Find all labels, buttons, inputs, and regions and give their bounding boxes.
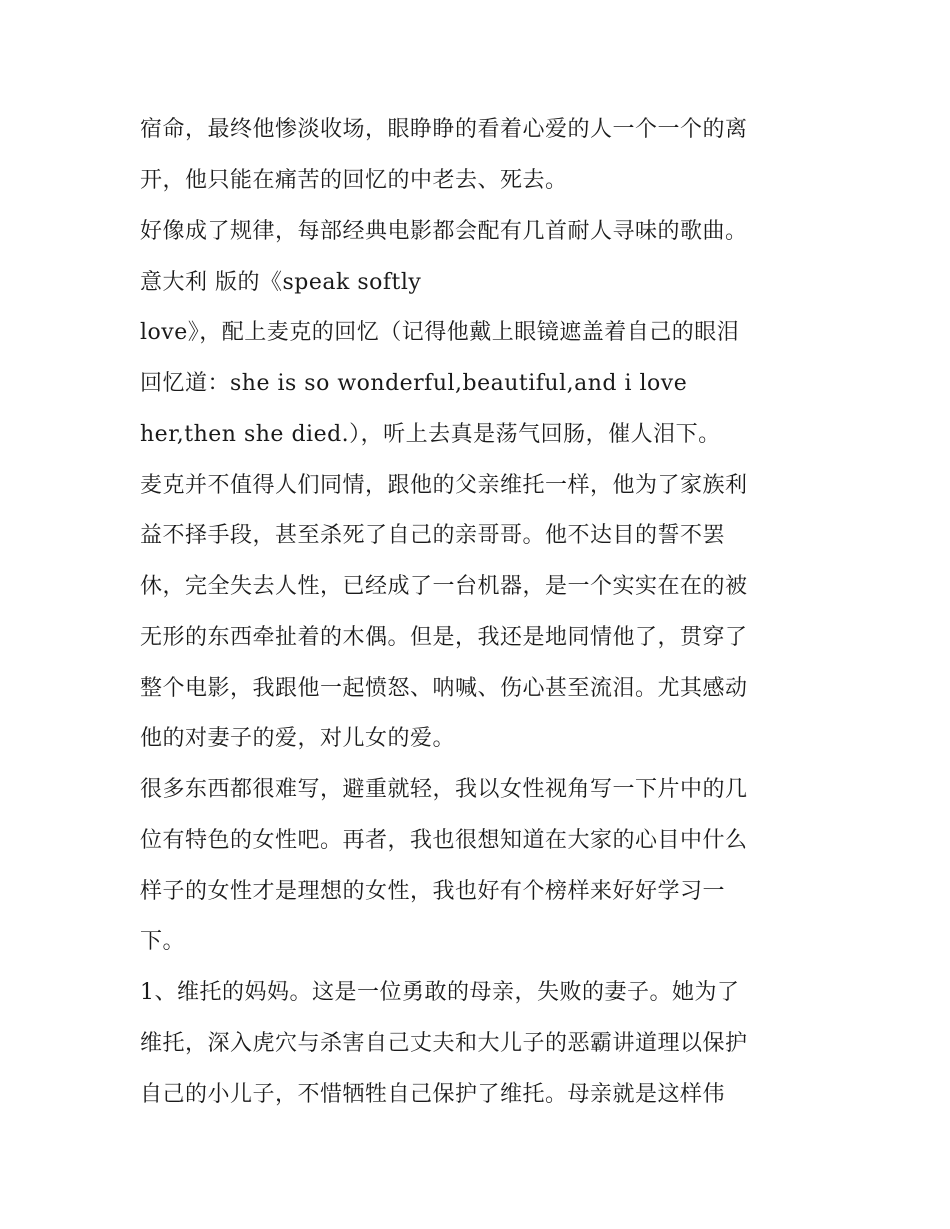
text-line: 自己的小儿子，不惜牺牲自己保护了维托。母亲就是这样伟 <box>140 1082 726 1107</box>
text-line: 休，完全失去人性，已经成了一台机器，是一个实实在在的被 <box>140 574 748 599</box>
text-line: 开，他只能在痛苦的回忆的中老去、死去。 <box>140 168 568 193</box>
text-line: 很多东西都很难写，避重就轻，我以女性视角写一下片中的几 <box>140 777 748 802</box>
text-line: 麦克并不值得人们同情，跟他的父亲维托一样，他为了家族利 <box>140 473 748 498</box>
text-line: 样子的女性才是理想的女性，我也好有个榜样来好好学习一 <box>140 879 726 904</box>
text-line: 整个电影，我跟他一起愤怒、呐喊、伤心甚至流泪。尤其感动 <box>140 676 748 701</box>
text-line: 意大利 版的《speak softly <box>140 270 422 295</box>
text-line: love》，配上麦克的回忆（记得他戴上眼镜遮盖着自己的眼泪 <box>140 320 740 345</box>
text-line: 他的对妻子的爱，对儿女的爱。 <box>140 726 456 751</box>
text-line: 维托，深入虎穴与杀害自己丈夫和大儿子的恶霸讲道理以保护 <box>140 1031 748 1056</box>
text-line: 无形的东西牵扯着的木偶。但是，我还是地同情他了，贯穿了 <box>140 625 748 650</box>
text-line: 位有特色的女性吧。再者，我也很想知道在大家的心目中什么 <box>140 828 748 853</box>
text-line: 下。 <box>140 929 186 954</box>
text-line: 益不择手段，甚至杀死了自己的亲哥哥。他不达目的誓不罢 <box>140 523 726 548</box>
text-line: 回忆道：she is so wonderful,beautiful,and i love <box>140 371 688 396</box>
text-line: 宿命，最终他惨淡收场，眼睁睁的看着心爱的人一个一个的离 <box>140 117 748 142</box>
text-line: 1、维托的妈妈。这是一位勇敢的母亲，失败的妻子。她为了 <box>140 980 740 1005</box>
text-line: 好像成了规律，每部经典电影都会配有几首耐人寻味的歌曲。 <box>140 219 748 244</box>
text-line: her,then she died.），听上去真是荡气回肠，催人泪下。 <box>140 422 721 447</box>
